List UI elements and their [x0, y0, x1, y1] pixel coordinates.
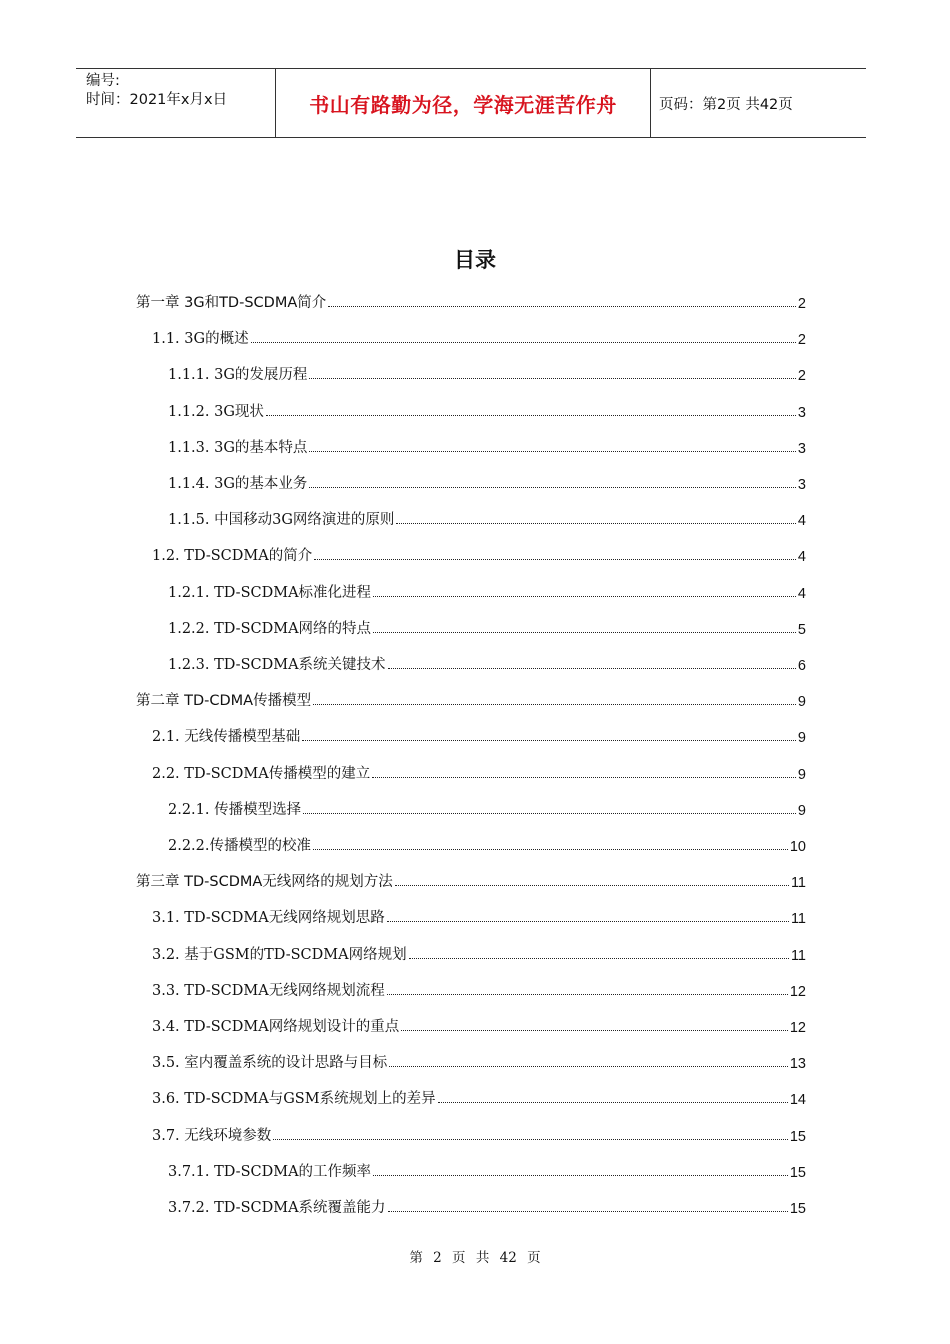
toc-entry[interactable] [168, 435, 806, 457]
toc-entry-page: 2 [797, 332, 806, 348]
toc-entry-label: 3.4. TD-SCDMA网络规划设计的重点 [152, 1019, 400, 1035]
toc-entry-page: 13 [789, 1056, 806, 1072]
toc-entry[interactable] [168, 797, 806, 819]
toc-entry-label: 第三章 TD-SCDMA无线网络的规划方法 [136, 874, 393, 890]
toc-entry[interactable] [168, 1195, 806, 1217]
toc-entry-page: 11 [790, 911, 806, 927]
toc-leader-dots [372, 776, 796, 778]
toc-entry[interactable] [152, 942, 806, 964]
toc-entry-page: 9 [797, 803, 806, 819]
toc-entry[interactable] [152, 905, 806, 927]
toc-leader-dots [388, 1210, 788, 1212]
toc-entry-label: 3.1. TD-SCDMA无线网络规划思路 [152, 910, 385, 926]
toc-entry-label: 2.2. TD-SCDMA传播模型的建立 [152, 766, 371, 782]
toc-entry-page: 9 [797, 694, 806, 710]
toc-entry-label: 3.5. 室内覆盖系统的设计思路与目标 [152, 1055, 388, 1071]
header-motto: 书山有路勤为径，学海无涯苦作舟 [309, 92, 617, 117]
toc-entry-label: 1.1.2. 3G现状 [168, 404, 264, 420]
toc-leader-dots [313, 703, 796, 705]
toc-entry-label: 2.2.1. 传播模型选择 [168, 802, 302, 818]
toc-leader-dots [273, 1138, 788, 1140]
toc-entry-page: 11 [790, 948, 806, 964]
toc-entry-page: 15 [789, 1201, 806, 1217]
toc-entry-page: 4 [797, 549, 806, 565]
toc-leader-dots [328, 305, 796, 307]
header-page-info: 页码：第2页 共42页 [659, 96, 793, 113]
toc-entry[interactable] [152, 1050, 806, 1072]
toc-entry[interactable] [168, 1159, 806, 1181]
toc-entry-label: 3.3. TD-SCDMA无线网络规划流程 [152, 983, 385, 999]
toc-entry-label: 1.2.2. TD-SCDMA网络的特点 [168, 621, 372, 637]
toc-leader-dots [373, 1174, 788, 1176]
time-label: 时间：2021年x月x日 [86, 92, 228, 108]
toc-entry-page: 3 [797, 441, 806, 457]
toc-entry[interactable] [136, 290, 806, 312]
toc-entry-label: 1.1.1. 3G的发展历程 [168, 367, 308, 383]
toc-entry-page: 10 [789, 839, 806, 855]
toc-leader-dots [373, 595, 796, 597]
toc-entry[interactable] [152, 1086, 806, 1108]
toc-entry[interactable] [152, 1123, 806, 1145]
toc-entry-label: 1.2. TD-SCDMA的简介 [152, 548, 313, 564]
toc-entry-label: 1.1.3. 3G的基本特点 [168, 440, 308, 456]
toc-entry-label: 第一章 3G和TD-SCDMA简介 [136, 295, 327, 311]
page-footer: 第 2 页 共 42 页 [409, 1250, 541, 1266]
toc-entry[interactable] [168, 507, 806, 529]
toc-entry-page: 14 [789, 1092, 806, 1108]
toc-leader-dots [396, 522, 796, 524]
toc-entry-page: 3 [797, 405, 806, 421]
toc-entry-page: 3 [797, 477, 806, 493]
toc-entry-page: 2 [797, 368, 806, 384]
toc-leader-dots [302, 739, 796, 741]
toc-entry-label: 1.1.4. 3G的基本业务 [168, 476, 308, 492]
toc-entry[interactable] [168, 399, 806, 421]
toc-entry[interactable] [168, 580, 806, 602]
toc-entry-page: 15 [789, 1129, 806, 1145]
toc-leader-dots [388, 667, 796, 669]
toc-entry-label: 3.7.2. TD-SCDMA系统覆盖能力 [168, 1200, 386, 1216]
toc-leader-dots [251, 341, 796, 343]
toc-entry-label: 1.2.1. TD-SCDMA标准化进程 [168, 585, 372, 601]
toc-entry[interactable] [136, 869, 806, 891]
toc-entry[interactable] [152, 543, 806, 565]
toc-entry-page: 15 [789, 1165, 806, 1181]
toc-entry-label: 3.2. 基于GSM的TD-SCDMA网络规划 [152, 947, 407, 963]
toc-entry-page: 6 [797, 658, 806, 674]
toc-entry-label: 2.2.2.传播模型的校准 [168, 838, 312, 854]
toc-leader-dots [303, 812, 796, 814]
toc-entry[interactable] [168, 362, 806, 384]
toc-leader-dots [309, 486, 796, 488]
toc-entry-label: 3.7. 无线环境参数 [152, 1128, 272, 1144]
toc-leader-dots [389, 1065, 788, 1067]
number-label: 编号: [86, 73, 120, 89]
toc-entry-label: 3.7.1. TD-SCDMA的工作频率 [168, 1164, 372, 1180]
toc-leader-dots [409, 957, 789, 959]
toc-leader-dots [313, 848, 788, 850]
header-meta [76, 69, 276, 137]
toc-leader-dots [373, 631, 796, 633]
toc-entry-label: 1.1.5. 中国移动3G网络演进的原则 [168, 512, 395, 528]
toc-entry[interactable] [168, 616, 806, 638]
toc-entry[interactable] [152, 326, 806, 348]
toc-entry[interactable] [136, 688, 806, 710]
toc-entry-page: 12 [789, 1020, 806, 1036]
toc-entry[interactable] [168, 471, 806, 493]
toc-entry[interactable] [152, 1014, 806, 1036]
toc-entry-label: 1.1. 3G的概述 [152, 331, 249, 347]
toc-entry-label: 3.6. TD-SCDMA与GSM系统规划上的差异 [152, 1091, 436, 1107]
toc-entry-page: 9 [797, 730, 806, 746]
toc-entry[interactable] [152, 978, 806, 1000]
toc-leader-dots [266, 414, 796, 416]
toc-entry-page: 4 [797, 513, 806, 529]
toc-entry-page: 4 [797, 586, 806, 602]
toc-leader-dots [401, 1029, 788, 1031]
toc-entry-page: 12 [789, 984, 806, 1000]
toc-entry-page: 9 [797, 767, 806, 783]
toc-entry-page: 5 [797, 622, 806, 638]
toc-leader-dots [314, 558, 796, 560]
toc-entry[interactable] [168, 833, 806, 855]
toc-leader-dots [387, 993, 788, 995]
toc-title: 目录 [454, 248, 496, 272]
header-motto-cell [276, 69, 651, 137]
toc-entry[interactable] [152, 761, 806, 783]
toc-entry-page: 2 [797, 296, 806, 312]
toc-leader-dots [438, 1101, 788, 1103]
toc-leader-dots [387, 920, 789, 922]
toc-leader-dots [309, 450, 796, 452]
toc-entry-page: 11 [790, 875, 806, 891]
toc-entry[interactable] [152, 724, 806, 746]
toc-leader-dots [395, 884, 789, 886]
header-page-info-cell [651, 69, 866, 137]
toc-entry-label: 2.1. 无线传播模型基础 [152, 729, 301, 745]
toc-entry-label: 1.2.3. TD-SCDMA系统关键技术 [168, 657, 386, 673]
toc-entry-label: 第二章 TD-CDMA传播模型 [136, 693, 312, 709]
toc-leader-dots [309, 377, 796, 379]
page-header [76, 68, 866, 138]
toc-entry[interactable] [168, 652, 806, 674]
